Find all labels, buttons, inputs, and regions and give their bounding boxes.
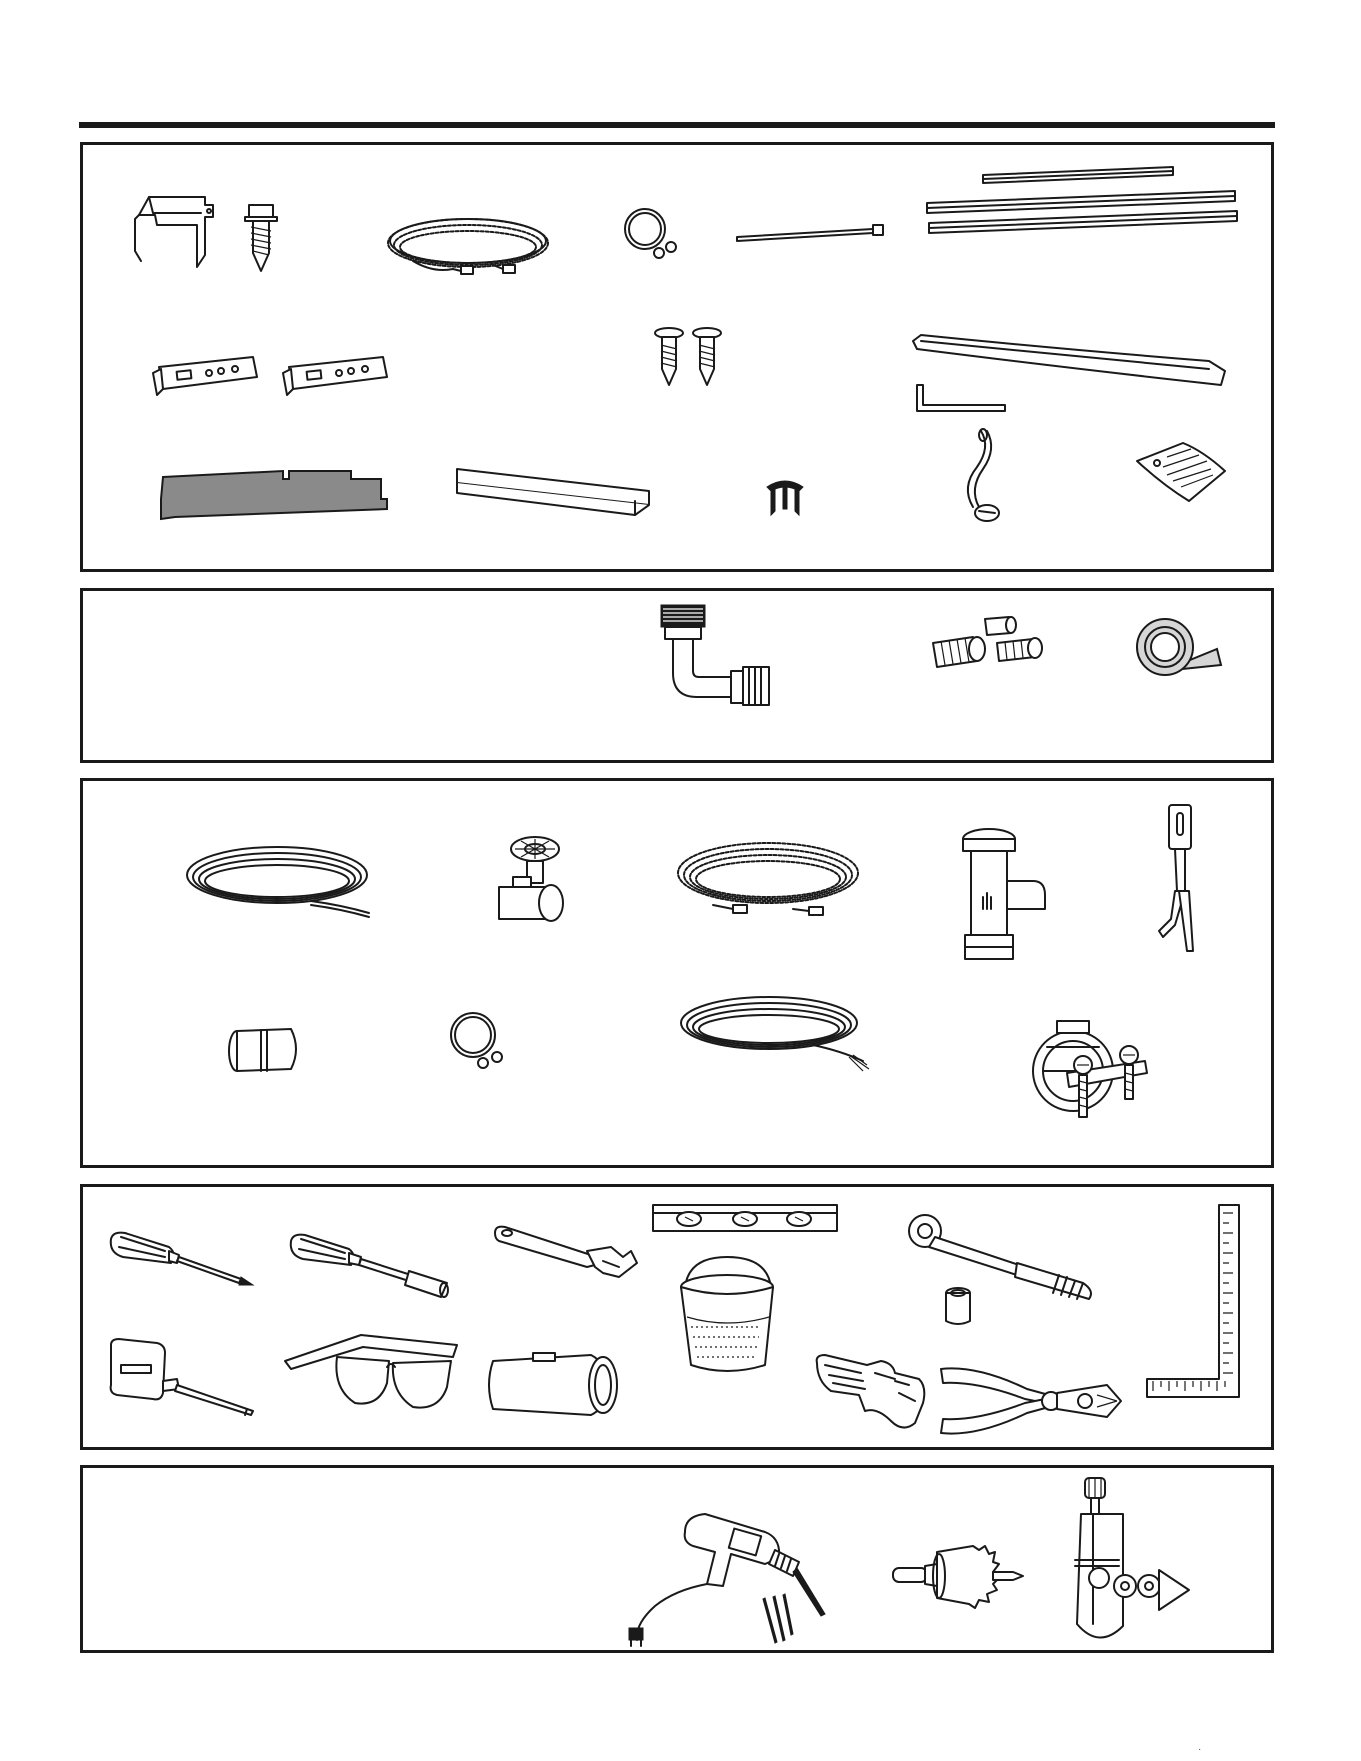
mounting-bracket-icon [127, 195, 217, 275]
level-icon [649, 1199, 841, 1239]
flashlight-icon [483, 1351, 633, 1421]
foil-tape-icon [1129, 615, 1229, 685]
shutoff-valve-icon [491, 833, 579, 933]
panel-tools-may-need [80, 1465, 1274, 1653]
tubing-cutter-icon [1059, 1474, 1209, 1650]
shoulder-screws-icon [649, 325, 729, 389]
lanyard-strap-icon [951, 427, 1011, 527]
water-line-coil-icon [383, 211, 553, 281]
safety-glasses-icon [281, 1327, 461, 1417]
power-drill-icon [615, 1506, 835, 1646]
hex-key-icon [913, 383, 1013, 413]
power-cord-coil-icon [673, 991, 873, 1077]
door-handle-icon [909, 331, 1229, 387]
cable-tie-icon [733, 221, 893, 245]
panel-parts-supplied [80, 142, 1274, 572]
tape-measure-icon [107, 1337, 257, 1417]
header-rule [79, 122, 1275, 128]
phillips-screwdriver-icon [107, 1229, 257, 1289]
bracket-screw-icon [243, 201, 279, 273]
supply-line-coil-icon [673, 839, 863, 925]
page-number: · [1198, 1744, 1202, 1755]
nut-driver-icon [287, 1231, 457, 1301]
pliers-icon [937, 1361, 1127, 1441]
panel-tools-needed [80, 1184, 1274, 1450]
panel-parts-may-need [80, 588, 1274, 763]
gray-filler-panel-icon [155, 469, 391, 525]
work-gloves-icon [811, 1351, 929, 1435]
wire-nuts-icon [929, 615, 1049, 675]
strain-relief-icon [1027, 1017, 1157, 1127]
elbow-fitting-icon [631, 601, 781, 705]
anti-tip-bracket-left-icon [149, 353, 261, 401]
spare-hose-clamp-icon [445, 1007, 505, 1071]
adjustable-wrench-icon [491, 1221, 641, 1285]
hose-clamp-icon [619, 203, 679, 263]
y-branch-fitting-icon [1143, 801, 1223, 961]
coupling-icon [225, 1021, 305, 1081]
wood-spacer-icon [453, 465, 653, 521]
panel-parts-to-purchase [80, 778, 1274, 1168]
hole-saw-icon [889, 1542, 1029, 1616]
trim-strips-icon [923, 165, 1243, 255]
carpenter-square-icon [1143, 1201, 1253, 1401]
retaining-clip-icon [763, 475, 807, 519]
drain-tee-icon [953, 825, 1053, 965]
socket-icon [941, 1285, 975, 1329]
ratchet-icon [899, 1211, 1109, 1301]
bucket-icon [675, 1257, 785, 1377]
drain-hose-coil-icon [181, 841, 381, 923]
anti-tip-bracket-right-icon [279, 353, 391, 401]
literature-sheet-icon [1133, 441, 1233, 505]
